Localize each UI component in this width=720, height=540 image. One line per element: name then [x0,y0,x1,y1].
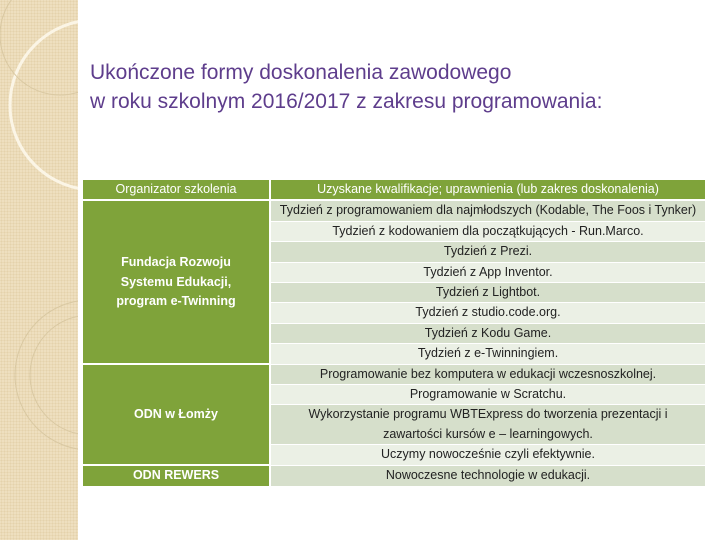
header-organizer: Organizator szkolenia [83,180,270,200]
slide-title [90,58,602,116]
qualification-cell: Programowanie bez komputera w edukacji wczesnoszkolnej. [270,364,705,384]
qualification-cell: Tydzień z App Inventor. [270,262,705,282]
title-line-1: Ukończone formy doskonalenia zawodowego [90,61,512,84]
header-row [83,180,705,200]
table-row [83,200,705,221]
header-qualifications: Uzyskane kwalifikacje; uprawnienia (lub zakres doskonalenia) [270,180,705,200]
qualification-cell: Programowanie w Scratchu. [270,385,705,405]
qualification-cell: Wykorzystanie programu WBTExpress do tworzenia prezentacji i zawartości kursów e – learningowych. [270,405,705,445]
qualification-cell: Tydzień z studio.code.org. [270,303,705,323]
qualification-cell: Tydzień z e-Twinningiem. [270,344,705,364]
decorative-sidebar [0,0,78,540]
organizer-cell: Fundacja Rozwoju Systemu Edukacji, program e-Twinning [83,200,270,364]
organizer-cell: ODN w Łomży [83,364,270,465]
qualification-cell: Uczymy nowocześnie czyli efektywnie. [270,445,705,465]
qualification-cell: Tydzień z Lightbot. [270,283,705,303]
qualification-cell: Tydzień z programowaniem dla najmłodszych (Kodable, The Foos i Tynker) [270,200,705,221]
qualification-cell: Nowoczesne technologie w edukacji. [270,465,705,486]
table-row [83,364,705,384]
qualification-cell: Tydzień z kodowaniem dla początkujących - Run.Marco. [270,221,705,241]
circles-decoration-icon [0,0,78,540]
qualification-cell: Tydzień z Kodu Game. [270,323,705,343]
organizer-cell: ODN REWERS [83,465,270,486]
title-line-2: w roku szkolnym 2016/2017 z zakresu programowania: [90,90,603,113]
table-row [83,465,705,486]
training-table [83,180,705,488]
qualification-cell: Tydzień z Prezi. [270,242,705,262]
